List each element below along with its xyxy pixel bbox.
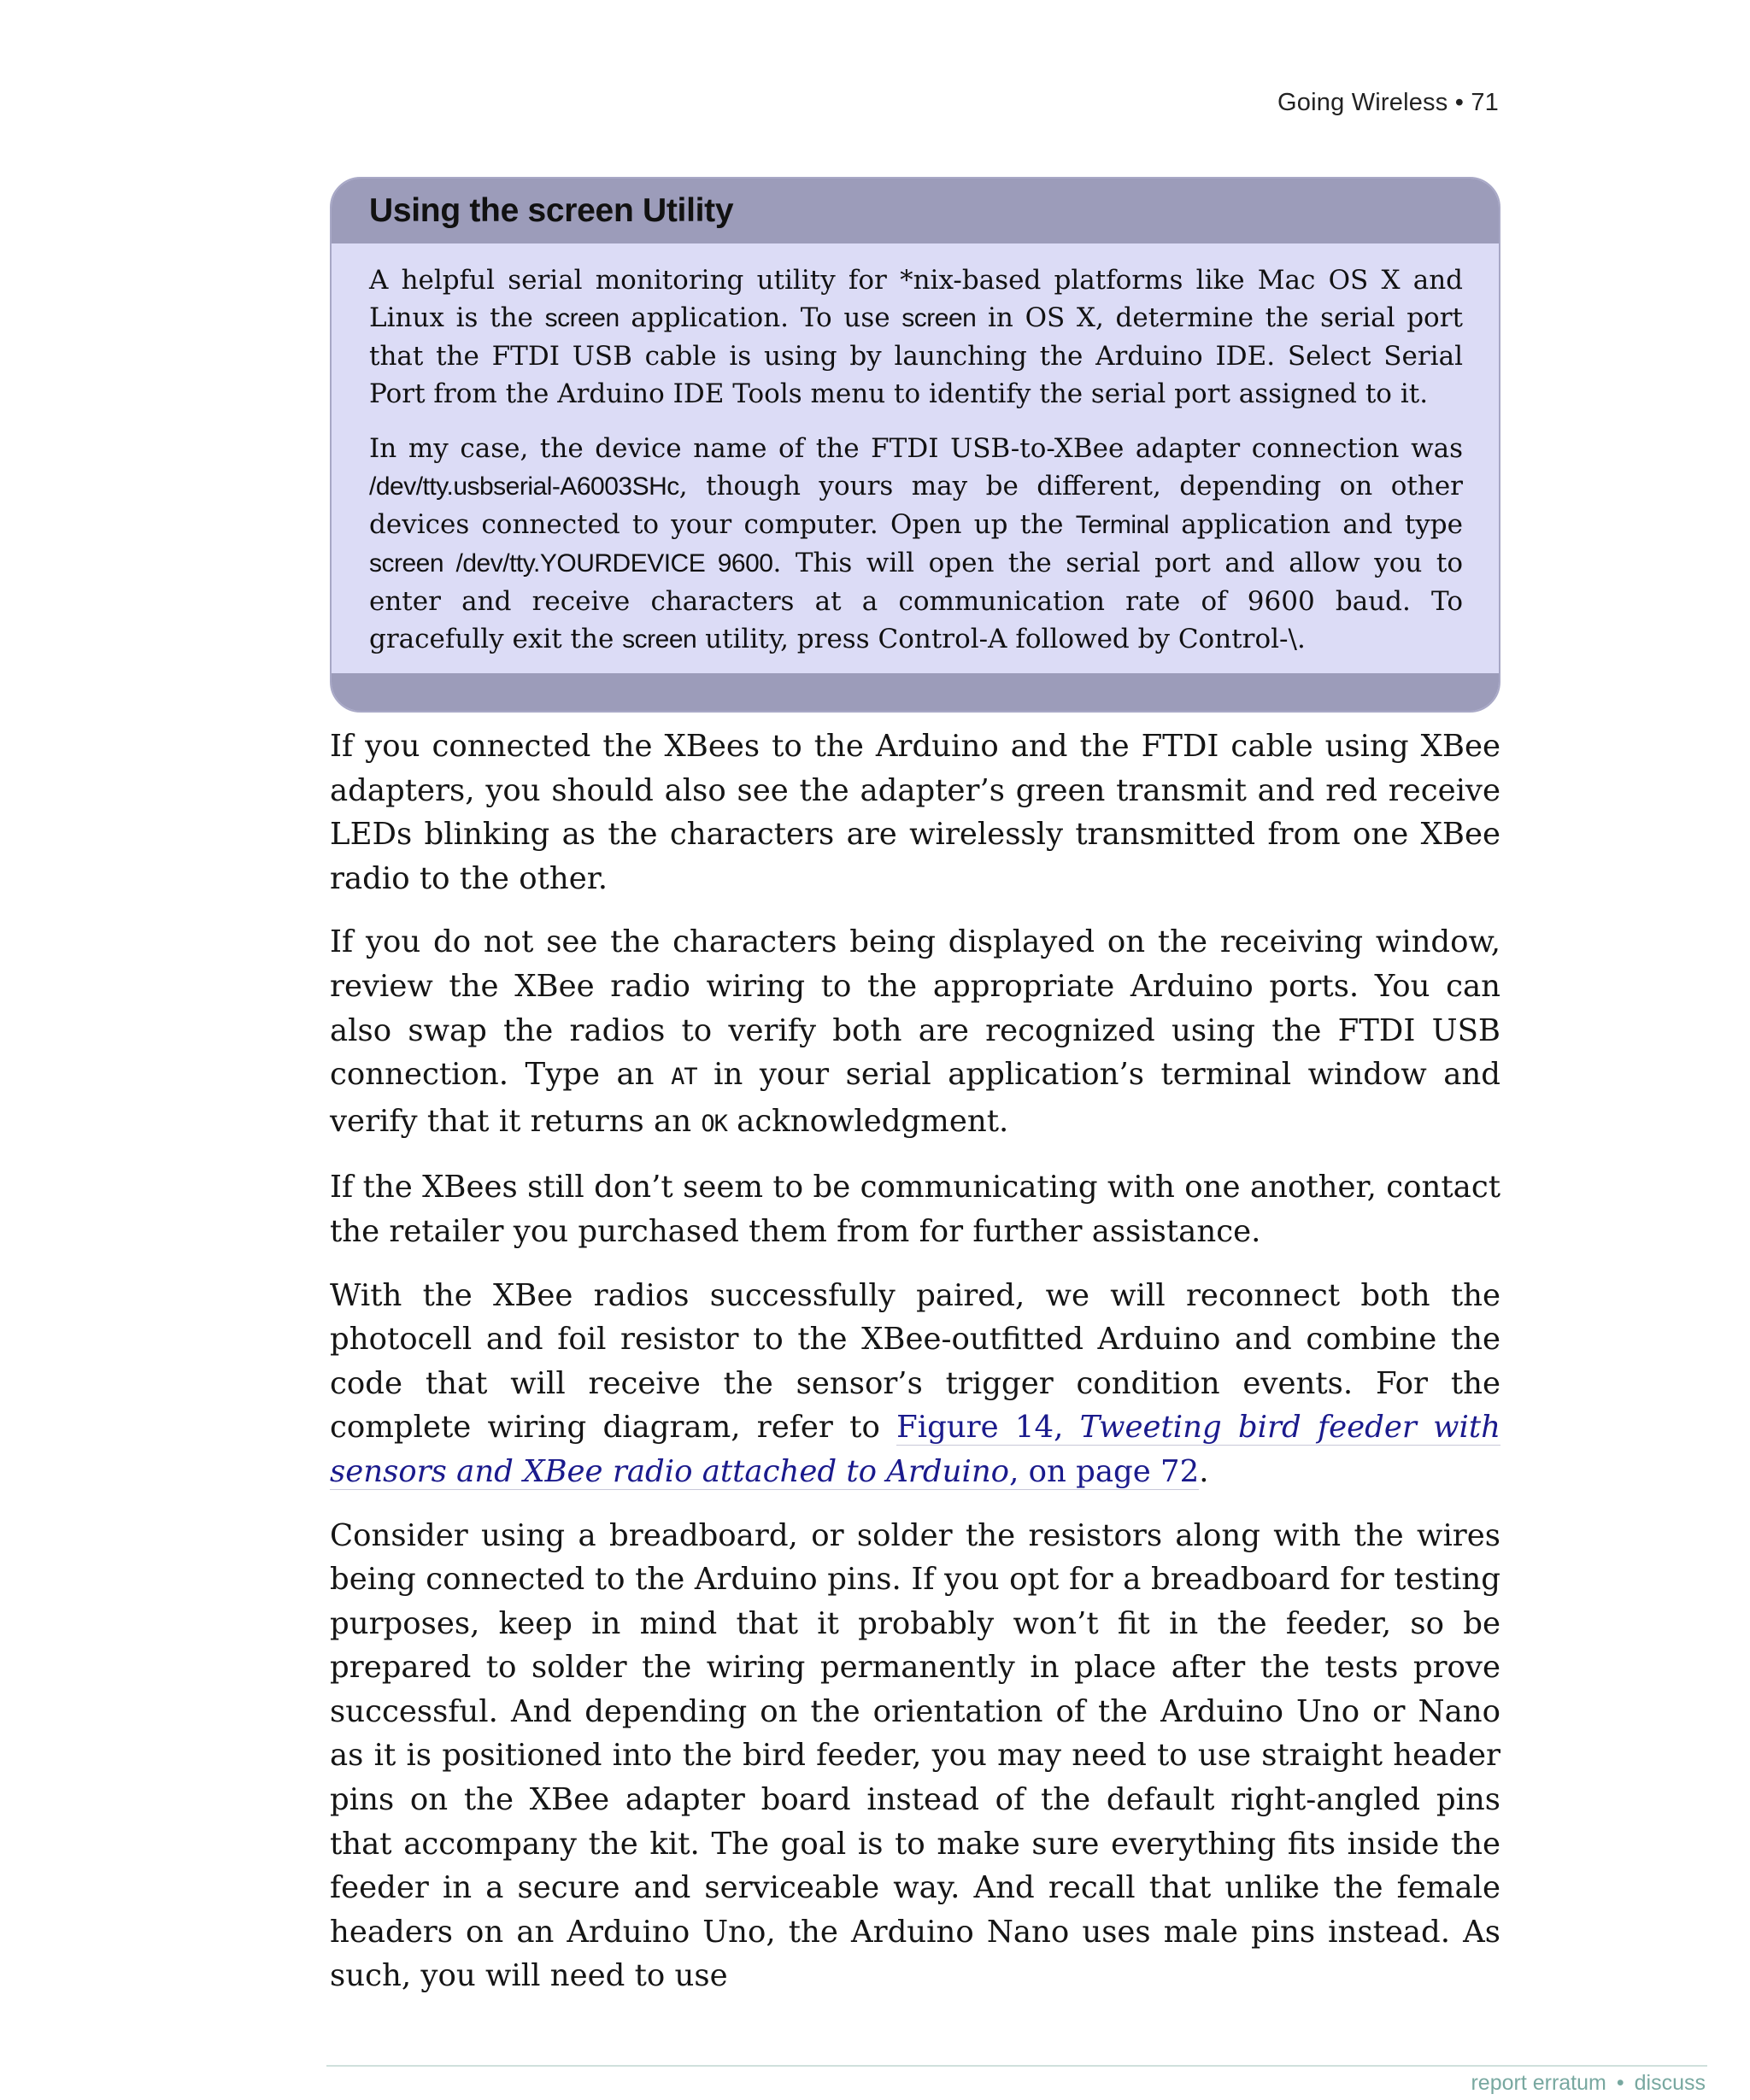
body-paragraph-3: If the XBees still don’t seem to be communicating with one another, contact the retailer you purchased them from for further assistance.	[330, 1170, 1500, 1249]
text-run: in your serial application’s terminal window and verify that it returns an	[330, 1057, 1500, 1139]
text-run: With the XBee radios successfully paired, we will reconnect both the photocell and foil resistor to the XBee-outfitted Arduino and combine the code that will receive the sensor’s trigger condition events. For the complete wiring diagram, refer to	[330, 1277, 1500, 1446]
text-run: . This will open the serial port and allow you to enter and receive characters at a communication rate of 9600 baud. To gracefully exit the	[369, 548, 1464, 654]
report-erratum-link[interactable]: report erratum	[1471, 2071, 1606, 2095]
text-run: acknowledgment.	[726, 1103, 1009, 1139]
text-run: .	[1199, 1453, 1209, 1489]
body-paragraph-2	[330, 920, 1500, 1146]
inline-code: /dev/tty.usbserial-A6003SHc	[369, 472, 679, 501]
text-run: utility, press Control-A followed by Control-\.	[696, 624, 1306, 654]
running-head: Going Wireless • 71	[1277, 89, 1499, 116]
sidebar-body	[332, 243, 1499, 659]
inline-code: screen	[622, 625, 697, 654]
inline-code: AT	[671, 1064, 697, 1091]
link-suffix: , on page 72	[1009, 1453, 1200, 1489]
sidebar-paragraph-1	[369, 261, 1463, 413]
inline-code: OK	[701, 1110, 727, 1137]
body-paragraph-1: If you connected the XBees to the Arduino and the FTDI cable using XBee adapters, you should also see the adapter’s green transmit and red receive LEDs blinking as the characters are wirelessly transmitted from one XBee radio to the other.	[330, 729, 1500, 896]
footer-divider	[326, 2065, 1707, 2067]
text-run: In my case, the device name of the FTDI USB-to-XBee adapter connection was	[369, 433, 1463, 464]
inline-code: Terminal	[1075, 511, 1170, 539]
text-run: A helpful serial monitoring utility for *nix-based platforms like Mac OS X and Linux is the	[369, 265, 1463, 333]
sidebar-paragraph-2	[369, 430, 1463, 659]
footer-separator: •	[1616, 2071, 1624, 2095]
text-run: If you do not see the characters being displayed on the receiving window, review the XBee radio wiring to the appropriate Arduino ports. You can also swap the radios to verify both are recognized using the FTDI USB connection. Type an	[330, 924, 1500, 1093]
discuss-link[interactable]: discuss	[1634, 2071, 1706, 2095]
link-title: Tweeting bird feeder with sensors and XBee radio attached to Arduino	[330, 1410, 1501, 1489]
body-paragraph-4	[330, 1274, 1500, 1494]
sidebar-header	[332, 179, 1499, 243]
body-text	[330, 724, 1500, 2018]
sidebar-box	[330, 177, 1500, 713]
text-run: application. To use	[619, 302, 902, 333]
sidebar-footer-bar	[332, 673, 1499, 711]
inline-code: screen	[901, 304, 977, 332]
sidebar-title: Using the screen Utility	[369, 192, 734, 229]
footer-links	[1471, 2071, 1706, 2096]
text-run: application and type	[1169, 509, 1463, 540]
text-run: , though yours may be different, depending on other devices connected to your computer. Open up the	[369, 471, 1463, 540]
text-run: in OS X, determine the serial port that the FTDI USB cable is using by launching the Arduino IDE. Select Serial Port from the Arduino IDE Tools menu to identify the serial port assigned to it.	[369, 302, 1463, 409]
inline-code: screen /dev/tty.YOURDEVICE 9600	[369, 549, 773, 578]
body-paragraph-5: Consider using a breadboard, or solder the resistors along with the wires being connected to the Arduino pins. If you opt for a breadboard for testing purposes, keep in mind that it probably won’t fit in the feeder, so be prepared to solder the wiring permanently in place after the tests prove successful. And depending on the orientation of the Arduino Uno or Nano as it is positioned into the bird feeder, you may need to use straight header pins on the XBee adapter board instead of the default right-angled pins that accompany the kit. The goal is to make sure everything fits inside the feeder in a secure and serviceable way. And recall that unlike the female headers on an Arduino Uno, the Arduino Nano uses male pins instead. As such, you will need to use	[330, 1517, 1500, 1994]
link-prefix: Figure 14,	[896, 1410, 1080, 1446]
inline-code: screen	[544, 304, 620, 332]
